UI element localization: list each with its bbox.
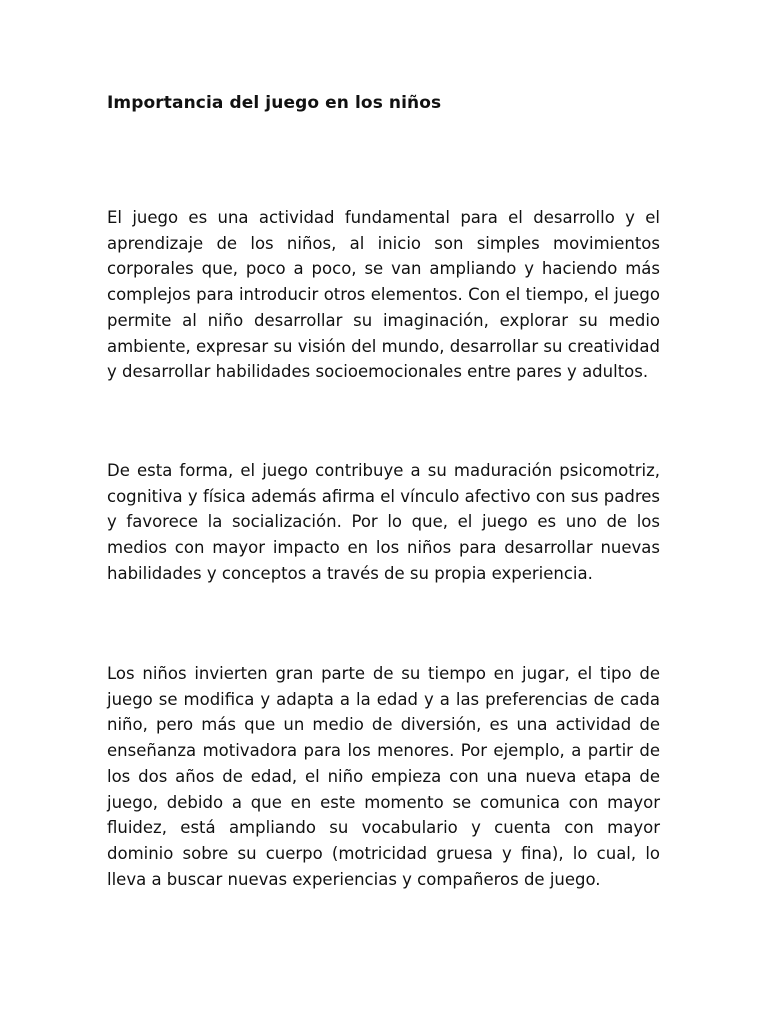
paragraph-2: De esta forma, el juego contribuye a su maduración psicomotriz, cognitiva y física además afirma el vínculo afectivo con sus padres y favorece la socialización. Por lo que, el juego es uno de los medios con mayor impacto en los niños para desarrollar nuevas habilidades y conceptos a través de su propia experiencia. xyxy=(107,461,660,583)
paragraph-1: El juego es una actividad fundamental para el desarrollo y el aprendizaje de los niños, al inicio son simples movimientos corporales que, poco a poco, se van ampliando y haciendo más complejos para introducir otros elementos. Con el tiempo, el juego permite al niño desarrollar su imaginación, explorar su medio ambiente, expresar su visión del mundo, desarrollar su creatividad y desarrollar habilidades socioemocionales entre pares y adultos. xyxy=(107,208,660,382)
document-title: Importancia del juego en los niños xyxy=(107,93,442,113)
paragraph-3: Los niños invierten gran parte de su tiempo en jugar, el tipo de juego se modifica y adapta a la edad y a las preferencias de cada niño, pero más que un medio de diversión, es una actividad de enseñanza motivadora para los menores. Por ejemplo, a partir de los dos años de edad, el niño empieza con una nueva etapa de juego, debido a que en este momento se comunica con mayor fluidez, está ampliando su vocabulario y cuenta con mayor dominio sobre su cuerpo (motricidad gruesa y fina), lo cual, lo lleva a buscar nuevas experiencias y compañeros de juego. xyxy=(107,664,660,889)
